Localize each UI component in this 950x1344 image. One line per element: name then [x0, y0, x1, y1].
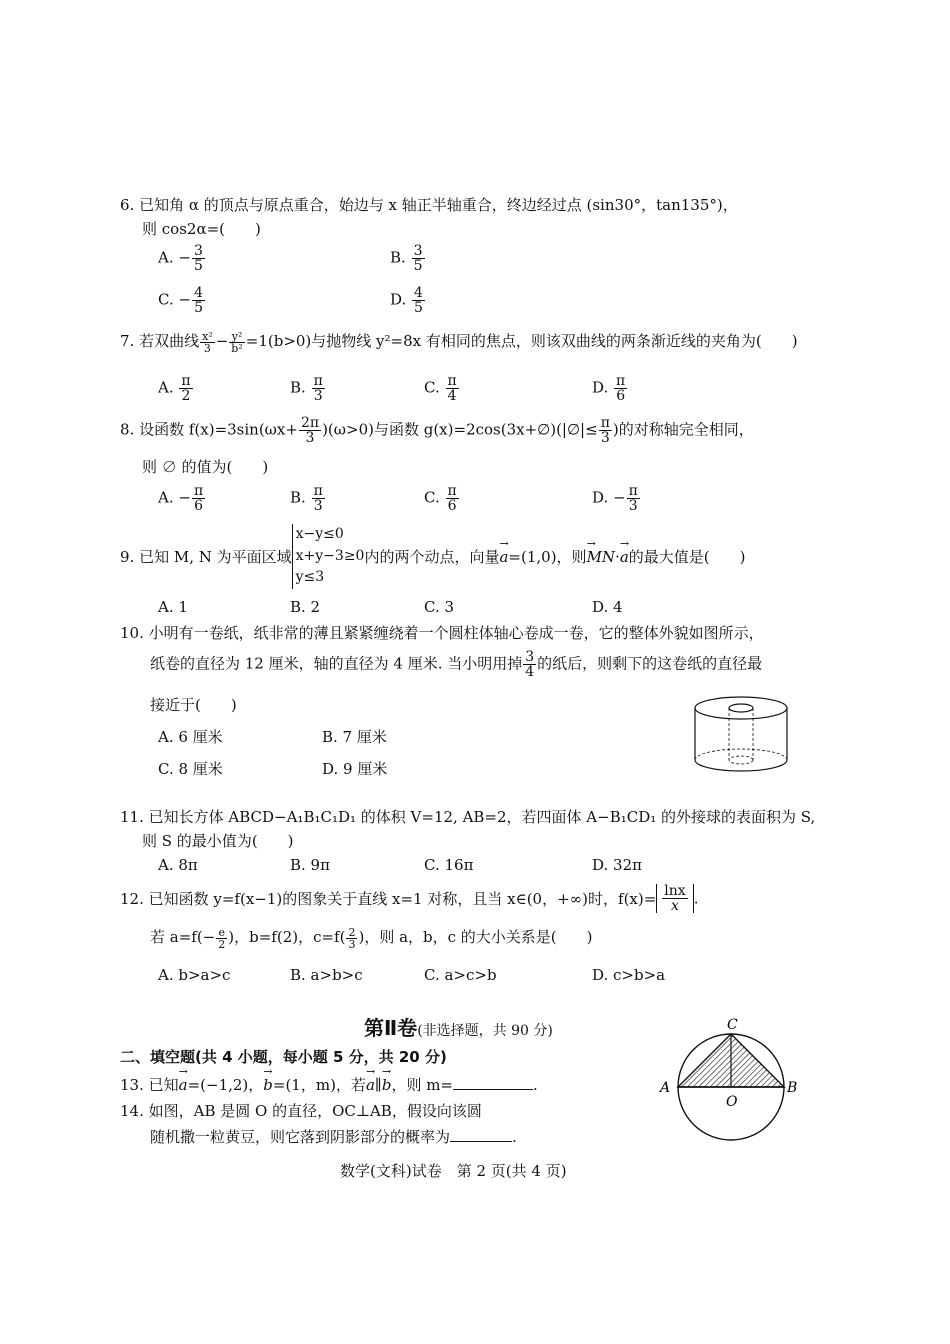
q11-option-b: B. 9π: [290, 856, 330, 874]
q8-option-c: C. $\frac{\pi}{6}$: [424, 483, 457, 514]
q10-option-c: C. 8 厘米: [158, 760, 223, 778]
q11-option-c: C. 16π: [424, 856, 474, 874]
q11-option-d: D. 32π: [592, 856, 642, 874]
q12-line2: 若 a=f(− $\frac{e}{2}$ )，b=f(2)，c=f( $\frac{2}{3}$ )，则 a，b，c 的大小关系是( ): [150, 925, 593, 951]
point-c-label: C: [727, 1017, 738, 1033]
page-footer: 数学(文科)试卷 第 2 页(共 4 页): [340, 1162, 567, 1180]
q9-option-b: B. 2: [290, 598, 321, 616]
q10-line1: 10. 小明有一卷纸，纸非常的薄且紧紧缠绕着一个圆柱体轴心卷成一卷，它的整体外貌如图所示，: [120, 624, 764, 642]
q8-option-d: D. − $\frac{\pi}{3}$: [592, 483, 638, 514]
q12-line1: 12. 已知函数 y=f(x−1)的图象关于直线 x=1 对称，且当 x∈(0，+∞)时，f(x)= $\frac{\ln x}{x}$ .: [120, 883, 699, 914]
q14-line2: 随机撒一粒黄豆，则它落到阴影部分的概率为 .: [150, 1128, 517, 1146]
q8-option-a: A. − $\frac{\pi}{6}$: [158, 483, 204, 514]
point-b-label: B: [787, 1080, 798, 1096]
q10-line3: 接近于( ): [150, 696, 237, 714]
q9-constraints: x−y≤0 x+y−3≥0 y≤3: [292, 524, 365, 589]
q13-answer-blank[interactable]: [453, 1075, 533, 1090]
q9-option-d: D. 4: [592, 598, 623, 616]
q10-option-a: A. 6 厘米: [158, 728, 223, 746]
q10-line2: 纸卷的直径为 12 厘米，轴的直径为 4 厘米. 当小明用掉 $\frac{3}{4}$ 的纸后，则剩下的这卷纸的直径最: [150, 649, 763, 680]
q11-option-a: A. 8π: [158, 856, 198, 874]
q12-option-c: C. a>c>b: [424, 966, 497, 984]
q7-option-d: D. $\frac{\pi}{6}$: [592, 373, 626, 404]
q8-stem-line1: 8. 设函数 f(x)=3sin(ωx+ $\frac{2\pi}{3}$ )(ω>0)与函数 g(x)=2cos(3x+∅)(|∅|≤ $\frac{\pi}{3}$ )的对称轴完全相同，: [120, 415, 754, 446]
q14-answer-blank[interactable]: [450, 1127, 512, 1142]
q12-option-d: D. c>b>a: [592, 966, 666, 984]
q7-option-b: B. $\frac{\pi}{3}$: [290, 373, 323, 404]
q6-option-a: A. − $\frac{3}{5}$: [158, 243, 203, 274]
q6-stem-line2: 则 cos2α=( ): [142, 220, 261, 238]
q11-line2: 则 S 的最小值为( ): [142, 832, 294, 850]
circle-figure: [656, 1016, 802, 1144]
section2-heading: 二、填空题(共 4 小题，每小题 5 分，共 20 分): [120, 1048, 447, 1066]
q8-stem-line2: 则 ∅ 的值为( ): [142, 458, 269, 476]
q9-option-a: A. 1: [158, 598, 188, 616]
q7-option-c: C. $\frac{\pi}{4}$: [424, 373, 457, 404]
point-o-label: O: [726, 1094, 738, 1110]
q6-option-c: C. − $\frac{4}{5}$: [158, 285, 203, 316]
q10-option-b: B. 7 厘米: [322, 728, 387, 746]
point-a-label: A: [660, 1080, 671, 1096]
q13-stem: 13. 已知→ a=(−1,2)，→ b=(1，m)，若→ a∥→ b，则 m= .: [120, 1074, 538, 1095]
q6-stem-line1: 6. 已知角 α 的顶点与原点重合，始边与 x 轴正半轴重合，终边经过点 (sin30°，tan135°)，: [120, 196, 738, 214]
q7-option-a: A. $\frac{\pi}{2}$: [158, 373, 191, 404]
q10-option-d: D. 9 厘米: [322, 760, 388, 778]
q11-line1: 11. 已知长方体 ABCD−A₁B₁C₁D₁ 的体积 V=12, AB=2，若四面体 A−B₁CD₁ 的外接球的表面积为 S,: [120, 808, 816, 826]
q9-option-c: C. 3: [424, 598, 455, 616]
q14-line1: 14. 如图，AB 是圆 O 的直径，OC⊥AB，假设向该圆: [120, 1102, 482, 1120]
q12-option-a: A. b>a>c: [158, 966, 231, 984]
q6-option-d: D. $\frac{4}{5}$: [390, 285, 423, 316]
q12-option-b: B. a>b>c: [290, 966, 363, 984]
part2-heading: 第Ⅱ卷(非选择题，共 90 分): [364, 1016, 553, 1040]
q8-option-b: B. $\frac{\pi}{3}$: [290, 483, 323, 514]
q9-stem: 9. 已知 M, N 为平面区域 x−y≤0 x+y−3≥0 y≤3 内的两个动点，向量→ a=(1,0)，则→ MN·→ a的最大值是( ): [120, 524, 746, 589]
q7-stem: 7. 若双曲线 $\frac{\text{x²}}{3}$ − $\frac{\text{y²}}{\text{b²}}$ =1(b>0)与抛物线 y²=8x 有相同的焦点，则该双曲线的两条渐近线的夹角为( ): [120, 329, 798, 355]
paper-roll-figure: [688, 694, 794, 778]
q6-option-b: B. $\frac{3}{5}$: [390, 243, 423, 274]
